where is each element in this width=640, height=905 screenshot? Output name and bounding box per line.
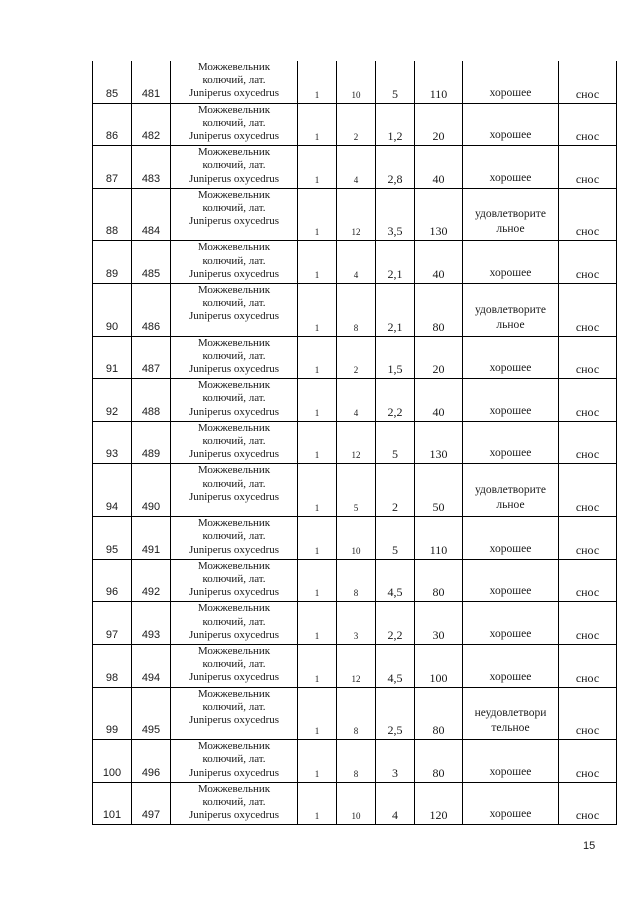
diameter-cell: 3,5 — [376, 188, 415, 241]
age-cell: 3 — [337, 602, 376, 645]
species-cell — [171, 336, 298, 379]
species-line: Можжевельник — [197, 687, 271, 700]
species-cell — [171, 687, 298, 740]
height-cell: 40 — [415, 241, 463, 284]
action-cell: снос — [559, 782, 617, 825]
species-line: Можжевельник — [197, 103, 271, 116]
species-line: Juniperus oxycedrus — [188, 713, 280, 726]
diameter-cell: 1,5 — [376, 336, 415, 379]
height-cell: 80 — [415, 687, 463, 740]
action-cell: снос — [559, 379, 617, 422]
row-number-cell: 96 — [93, 559, 132, 602]
age-cell: 8 — [337, 559, 376, 602]
tree-id-cell: 485 — [132, 241, 171, 284]
action-cell: снос — [559, 241, 617, 284]
condition-cell: хорошее — [463, 146, 559, 189]
table-row — [93, 188, 617, 241]
species-line: Juniperus oxycedrus — [188, 766, 280, 779]
species-line: Juniperus oxycedrus — [188, 448, 280, 461]
condition-cell: неудовлетвори тельное — [463, 687, 559, 740]
species-line: колючий, лат. — [202, 572, 266, 585]
height-cell: 100 — [415, 644, 463, 687]
table-row — [93, 421, 617, 464]
species-line: Juniperus oxycedrus — [188, 405, 280, 418]
table-row — [93, 687, 617, 740]
species-line: Можжевельник — [197, 188, 271, 201]
species-line: колючий, лат. — [202, 477, 266, 490]
species-line: Juniperus oxycedrus — [188, 310, 280, 323]
age-cell: 2 — [337, 103, 376, 146]
tree-id-cell: 493 — [132, 602, 171, 645]
species-cell — [171, 103, 298, 146]
table-row — [93, 103, 617, 146]
action-cell: снос — [559, 421, 617, 464]
quantity-cell: 1 — [298, 687, 337, 740]
species-line: Juniperus oxycedrus — [188, 172, 280, 185]
quantity-cell: 1 — [298, 188, 337, 241]
action-cell: снос — [559, 602, 617, 645]
table-row — [93, 602, 617, 645]
diameter-cell: 5 — [376, 517, 415, 560]
row-number-cell: 99 — [93, 687, 132, 740]
tree-id-cell: 490 — [132, 464, 171, 517]
height-cell: 110 — [415, 517, 463, 560]
action-cell: снос — [559, 687, 617, 740]
species-line: колючий, лат. — [202, 615, 266, 628]
row-number-cell: 86 — [93, 103, 132, 146]
age-cell: 8 — [337, 687, 376, 740]
age-cell: 10 — [337, 782, 376, 825]
row-number-cell: 91 — [93, 336, 132, 379]
action-cell: снос — [559, 146, 617, 189]
species-cell — [171, 464, 298, 517]
height-cell: 80 — [415, 284, 463, 337]
tree-id-cell: 497 — [132, 782, 171, 825]
condition-cell: хорошее — [463, 782, 559, 825]
action-cell: снос — [559, 644, 617, 687]
diameter-cell: 3 — [376, 740, 415, 783]
tree-id-cell: 487 — [132, 336, 171, 379]
quantity-cell: 1 — [298, 517, 337, 560]
diameter-cell: 1,2 — [376, 103, 415, 146]
condition-cell: удовлетворите льное — [463, 284, 559, 337]
species-line: Juniperus oxycedrus — [188, 130, 280, 143]
quantity-cell: 1 — [298, 379, 337, 422]
quantity-cell: 1 — [298, 559, 337, 602]
diameter-cell: 2,1 — [376, 284, 415, 337]
tree-id-cell: 494 — [132, 644, 171, 687]
action-cell: снос — [559, 740, 617, 783]
action-cell: снос — [559, 188, 617, 241]
table-row — [93, 464, 617, 517]
species-line: Можжевельник — [197, 61, 271, 73]
species-line: колючий, лат. — [202, 435, 266, 448]
age-cell: 4 — [337, 241, 376, 284]
quantity-cell: 1 — [298, 644, 337, 687]
row-number-cell: 89 — [93, 241, 132, 284]
species-line: Можжевельник — [197, 336, 271, 349]
action-cell: снос — [559, 336, 617, 379]
condition-cell: хорошее — [463, 241, 559, 284]
species-line: колючий, лат. — [202, 116, 266, 129]
condition-cell: хорошее — [463, 602, 559, 645]
condition-cell: хорошее — [463, 103, 559, 146]
height-cell: 120 — [415, 782, 463, 825]
species-line: Juniperus oxycedrus — [188, 671, 280, 684]
page-number: 15 — [583, 840, 596, 852]
row-number-cell: 94 — [93, 464, 132, 517]
age-cell: 4 — [337, 146, 376, 189]
diameter-cell: 5 — [376, 421, 415, 464]
species-line: Можжевельник — [197, 379, 271, 392]
row-number-cell: 100 — [93, 740, 132, 783]
quantity-cell: 1 — [298, 146, 337, 189]
age-cell: 12 — [337, 421, 376, 464]
species-cell — [171, 188, 298, 241]
table-row — [93, 379, 617, 422]
table-row — [93, 740, 617, 783]
condition-cell: удовлетворите льное — [463, 464, 559, 517]
age-cell: 8 — [337, 740, 376, 783]
tree-id-cell: 491 — [132, 517, 171, 560]
species-line: колючий, лат. — [202, 658, 266, 671]
species-line: Juniperus oxycedrus — [188, 363, 280, 376]
species-cell — [171, 644, 298, 687]
tree-id-cell: 488 — [132, 379, 171, 422]
species-cell — [171, 740, 298, 783]
tree-inventory-table — [92, 61, 617, 825]
height-cell: 130 — [415, 421, 463, 464]
species-line: Juniperus oxycedrus — [188, 628, 280, 641]
tree-id-cell: 492 — [132, 559, 171, 602]
diameter-cell: 2,1 — [376, 241, 415, 284]
row-number-cell: 88 — [93, 188, 132, 241]
species-line: колючий, лат. — [202, 159, 266, 172]
species-cell — [171, 421, 298, 464]
row-number-cell: 85 — [93, 61, 132, 103]
height-cell: 50 — [415, 464, 463, 517]
quantity-cell: 1 — [298, 336, 337, 379]
condition-cell: хорошее — [463, 740, 559, 783]
species-line: Можжевельник — [197, 644, 271, 657]
quantity-cell: 1 — [298, 103, 337, 146]
row-number-cell: 97 — [93, 602, 132, 645]
species-line: Juniperus oxycedrus — [188, 586, 280, 599]
tree-id-cell: 495 — [132, 687, 171, 740]
diameter-cell: 4,5 — [376, 644, 415, 687]
row-number-cell: 87 — [93, 146, 132, 189]
table-row — [93, 559, 617, 602]
row-number-cell: 101 — [93, 782, 132, 825]
height-cell: 80 — [415, 740, 463, 783]
diameter-cell: 5 — [376, 61, 415, 103]
species-line: Juniperus oxycedrus — [188, 543, 280, 556]
species-line: Можжевельник — [197, 241, 271, 254]
height-cell: 80 — [415, 559, 463, 602]
species-line: колючий, лат. — [202, 74, 266, 87]
condition-cell: хорошее — [463, 559, 559, 602]
height-cell: 40 — [415, 146, 463, 189]
table-row — [93, 61, 617, 103]
quantity-cell: 1 — [298, 602, 337, 645]
species-line: колючий, лат. — [202, 700, 266, 713]
quantity-cell: 1 — [298, 464, 337, 517]
species-line: Juniperus oxycedrus — [188, 490, 280, 503]
condition-cell: хорошее — [463, 644, 559, 687]
species-line: Juniperus oxycedrus — [188, 215, 280, 228]
height-cell: 20 — [415, 336, 463, 379]
species-cell — [171, 782, 298, 825]
age-cell: 2 — [337, 336, 376, 379]
species-line: Можжевельник — [197, 464, 271, 477]
quantity-cell: 1 — [298, 740, 337, 783]
quantity-cell: 1 — [298, 782, 337, 825]
table-row — [93, 517, 617, 560]
row-number-cell: 90 — [93, 284, 132, 337]
age-cell: 12 — [337, 188, 376, 241]
action-cell: снос — [559, 284, 617, 337]
age-cell: 12 — [337, 644, 376, 687]
condition-cell: удовлетворите льное — [463, 188, 559, 241]
diameter-cell: 2,5 — [376, 687, 415, 740]
diameter-cell: 2,2 — [376, 379, 415, 422]
species-cell — [171, 146, 298, 189]
table-row — [93, 644, 617, 687]
tree-id-cell: 489 — [132, 421, 171, 464]
table-row — [93, 336, 617, 379]
species-line: колючий, лат. — [202, 753, 266, 766]
tree-id-cell: 483 — [132, 146, 171, 189]
height-cell: 40 — [415, 379, 463, 422]
diameter-cell: 2 — [376, 464, 415, 517]
species-cell — [171, 517, 298, 560]
condition-cell: хорошее — [463, 517, 559, 560]
quantity-cell: 1 — [298, 241, 337, 284]
row-number-cell: 92 — [93, 379, 132, 422]
species-line: Можжевельник — [197, 517, 271, 530]
species-line: колючий, лат. — [202, 202, 266, 215]
height-cell: 130 — [415, 188, 463, 241]
row-number-cell: 98 — [93, 644, 132, 687]
condition-cell: хорошее — [463, 336, 559, 379]
condition-cell: хорошее — [463, 421, 559, 464]
age-cell: 5 — [337, 464, 376, 517]
tree-id-cell: 496 — [132, 740, 171, 783]
species-line: Juniperus oxycedrus — [188, 87, 280, 100]
diameter-cell: 4,5 — [376, 559, 415, 602]
species-line: Juniperus oxycedrus — [188, 267, 280, 280]
species-line: колючий, лат. — [202, 349, 266, 362]
row-number-cell: 93 — [93, 421, 132, 464]
species-line: Можжевельник — [197, 740, 271, 753]
action-cell: снос — [559, 61, 617, 103]
diameter-cell: 2,8 — [376, 146, 415, 189]
species-line: Можжевельник — [197, 421, 271, 434]
age-cell: 8 — [337, 284, 376, 337]
species-cell — [171, 284, 298, 337]
species-line: колючий, лат. — [202, 297, 266, 310]
species-cell — [171, 602, 298, 645]
species-cell — [171, 61, 298, 103]
tree-id-cell: 486 — [132, 284, 171, 337]
condition-cell: хорошее — [463, 379, 559, 422]
diameter-cell: 4 — [376, 782, 415, 825]
quantity-cell: 1 — [298, 421, 337, 464]
species-line: Можжевельник — [197, 146, 271, 159]
table-row — [93, 241, 617, 284]
quantity-cell: 1 — [298, 61, 337, 103]
species-line: Можжевельник — [197, 602, 271, 615]
tree-id-cell: 481 — [132, 61, 171, 103]
age-cell: 10 — [337, 517, 376, 560]
action-cell: снос — [559, 559, 617, 602]
species-cell — [171, 241, 298, 284]
action-cell: снос — [559, 103, 617, 146]
species-line: колючий, лат. — [202, 254, 266, 267]
diameter-cell: 2,2 — [376, 602, 415, 645]
species-cell — [171, 559, 298, 602]
height-cell: 110 — [415, 61, 463, 103]
species-line: колючий, лат. — [202, 795, 266, 808]
action-cell: снос — [559, 517, 617, 560]
height-cell: 20 — [415, 103, 463, 146]
table-row — [93, 284, 617, 337]
table-row — [93, 782, 617, 825]
species-line: Можжевельник — [197, 284, 271, 297]
age-cell: 4 — [337, 379, 376, 422]
species-line: Можжевельник — [197, 782, 271, 795]
species-line: колючий, лат. — [202, 530, 266, 543]
species-line: колючий, лат. — [202, 392, 266, 405]
age-cell: 10 — [337, 61, 376, 103]
row-number-cell: 95 — [93, 517, 132, 560]
condition-cell: хорошее — [463, 61, 559, 103]
tree-id-cell: 482 — [132, 103, 171, 146]
tree-id-cell: 484 — [132, 188, 171, 241]
action-cell: снос — [559, 464, 617, 517]
species-line: Можжевельник — [197, 559, 271, 572]
species-cell — [171, 379, 298, 422]
height-cell: 30 — [415, 602, 463, 645]
species-line: Juniperus oxycedrus — [188, 809, 280, 822]
quantity-cell: 1 — [298, 284, 337, 337]
table-body — [93, 61, 617, 825]
table-row — [93, 146, 617, 189]
